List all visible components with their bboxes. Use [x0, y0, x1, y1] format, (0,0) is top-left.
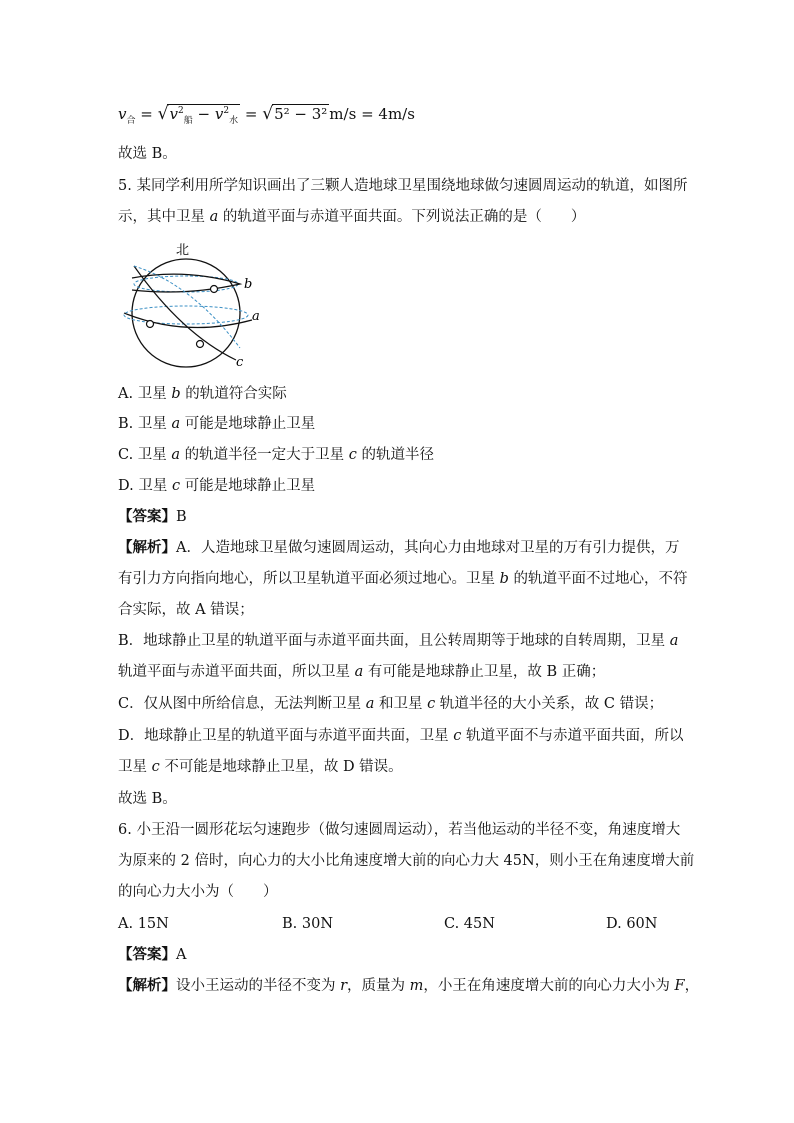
q6-stem-line1: 6. 小王沿一圆形花坛匀速跑步（做匀速圆周运动），若当他运动的半径不变，角速度增大 [118, 822, 681, 838]
formula-sub: 合 [126, 116, 136, 126]
q5-option-d: D. 卫星 c 可能是地球静止卫星 [118, 478, 316, 494]
q5-option-c: C. 卫星 a 的轨道半径一定大于卫星 c 的轨道半径 [118, 447, 435, 463]
q6-option-d: D. 60N [606, 916, 658, 932]
q5-analysis-line6: C．仅从图中所给信息，无法判断卫星 a 和卫星 c 轨道半径的大小关系，故 C 错误； [118, 696, 664, 712]
q6-stem-line3: 的向心力大小为（ ） [118, 884, 278, 900]
q6-option-a: A. 15N [118, 916, 169, 932]
q6-option-b: B. 30N [282, 916, 334, 932]
q5-analysis-line8: 卫星 c 不可能是地球静止卫星，故 D 错误。 [118, 759, 403, 775]
orbit-a [124, 313, 252, 328]
satellite-a [147, 321, 154, 328]
q5-analysis-line2: 有引力方向指向地心，所以卫星轨道平面必须过地心。卫星 b 的轨道平面不过地心，不符 [118, 571, 688, 587]
label-b: b [244, 277, 253, 292]
satellite-c [197, 341, 204, 348]
q4-conclusion: 故选 B。 [118, 146, 177, 162]
q6-option-c: C. 45N [444, 916, 495, 932]
north-label: 北 [176, 243, 190, 258]
orbit-a-dashed-arc [124, 306, 248, 324]
q6-analysis-line1: 【解析】设小王运动的半径不变为 r，质量为 m，小王在角速度增大前的向心力大小为 F， [118, 977, 700, 994]
q5-answer: 【答案】B [118, 508, 187, 525]
formula-result: = 4m/s [361, 105, 415, 123]
orbit-b-dashed-arc [134, 276, 238, 292]
formula-radicand: $v^2_船 - v^2_水$ [169, 105, 239, 126]
formula-eq: = [140, 105, 153, 123]
q5-option-b: B. 卫星 a 可能是地球静止卫星 [118, 416, 316, 432]
sqrt-icon: √ [262, 104, 274, 124]
q5-option-a: A. 卫星 b 的轨道符合实际 [118, 386, 287, 402]
label-c: c [236, 355, 244, 370]
formula-unit: m/s [329, 105, 357, 123]
q6-answer: 【答案】A [118, 946, 187, 963]
formula-sub: 水 [229, 116, 239, 126]
formula-radicand-nums: 5² − 3² [274, 105, 328, 123]
q5-stem-line2: 示，其中卫星 a 的轨道平面与赤道平面共面。下列说法正确的是（ ） [118, 209, 586, 225]
q5-stem-line1: 5. 某同学利用所学知识画出了三颗人造地球卫星围绕地球做匀速圆周运动的轨道，如图所 [118, 178, 688, 194]
velocity-formula [118, 104, 415, 126]
formula-sub: 船 [183, 116, 193, 126]
orbit-c-solid [134, 266, 236, 360]
q5-analysis-line3: 合实际，故 A 错误； [118, 602, 254, 618]
q5-analysis-line1: 【解析】A．人造地球卫星做匀速圆周运动，其向心力由地球对卫星的万有引力提供，万 [118, 539, 680, 556]
q5-analysis-line4: B．地球静止卫星的轨道平面与赤道平面共面，且公转周期等于地球的自转周期，卫星 a [118, 633, 679, 649]
satellite-orbit-figure [112, 238, 272, 370]
label-a: a [252, 309, 260, 324]
formula-var: v [118, 105, 127, 123]
sqrt-icon: √ [157, 104, 169, 124]
orbit-c-dashed [134, 266, 240, 348]
q5-conclusion: 故选 B。 [118, 791, 177, 807]
satellite-b [211, 286, 218, 293]
formula-eq: = [244, 105, 258, 123]
q5-analysis-line5: 轨道平面与赤道平面共面，所以卫星 a 有可能是地球静止卫星，故 B 正确； [118, 664, 606, 680]
q6-stem-line2: 为原来的 2 倍时，向心力的大小比角速度增大前的向心力大 45N，则小王在角速度增大前 [118, 853, 695, 869]
q5-analysis-line7: D．地球静止卫星的轨道平面与赤道平面共面，卫星 c 轨道平面不与赤道平面共面，所以 [118, 728, 684, 744]
formula-minus: − [197, 105, 211, 123]
